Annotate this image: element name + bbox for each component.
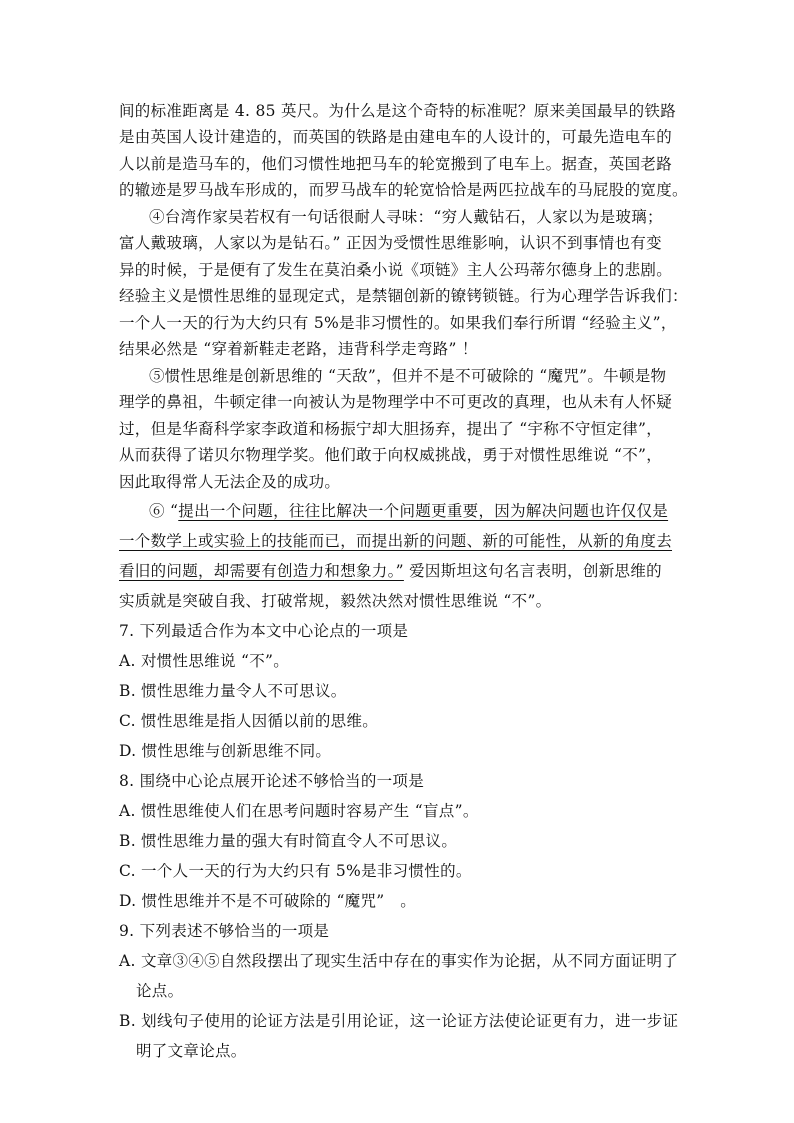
question-9-stem: 9. 下列表述不够恰当的一项是 [119,922,330,940]
passage-intro-line-2: 是由英国人设计建造的，而英国的铁路是由建电车的人设计的，可最先造电车的 [119,128,673,146]
question-8-option-a: A. 惯性思维使人们在思考问题时容易产生 “盲点”。 [119,802,479,820]
paragraph-6-line-4: 实质就是突破自我、打破常规，毅然决然对惯性思维说 “不”。 [119,592,552,610]
paragraph-4-line-2: 富人戴玻璃，人家以为是钻石。” 正因为受惯性思维影响，认识不到事情也有变 [119,234,662,252]
question-7-option-a: A. 对惯性思维说 “不”。 [119,652,290,670]
question-7-option-c: C. 惯性思维是指人因循以前的思维。 [119,712,379,730]
paragraph-5-line-1: ⑤惯性思维是创新思维的 “天敌”，但并不是不可破除的 “魔咒”。牛顿是物 [149,367,667,385]
question-7-stem: 7. 下列最适合作为本文中心论点的一项是 [119,622,409,640]
underlined-quote-part-3: 看旧的问题，却需要有创造力和想象力。” [119,562,404,580]
paragraph-6-line-3-rest: 爱因斯坦这句名言表明，创新思维的 [403,562,662,580]
question-9-option-b-line-2: 明了文章论点。 [136,1042,247,1060]
paragraph-6-line-3 [119,561,662,581]
question-8-option-c: C. 一个人一天的行为大约只有 5%是非习惯性的。 [119,862,472,880]
passage-intro-line-1: 间的标准距离是 4. 85 英尺。为什么是这个奇特的标准呢？原来美国最早的铁路 [119,102,676,120]
question-8-option-d: D. 惯性思维并不是不可破除的 “魔咒” 。 [119,892,417,910]
paragraph-5-line-4: 从而获得了诺贝尔物理学奖。他们敢于向权威挑战，勇于对惯性思维说 “不”， [119,446,663,464]
paragraph-4-line-1: ④台湾作家吴若权有一句话很耐人寻味：“穷人戴钻石，人家以为是玻璃； [149,208,663,226]
question-9-option-a-line-2: 论点。 [136,982,184,1000]
question-9-option-b-line-1: B. 划线句子使用的论证方法是引用论证，这一论证方法使论证更有力，进一步证 [119,1012,679,1030]
paragraph-4-line-6: 结果必然是 “穿着新鞋走老路，违背科学走弯路” ！ [119,340,478,358]
underlined-quote-part-2: 一个数学上或实验上的技能而已，而提出新的问题、新的可能性，从新的角度去 [119,532,673,550]
paragraph-5-line-5: 因此取得常人无法企及的成功。 [119,473,341,491]
paragraph-5-line-3: 过，但是华裔科学家李政道和杨振宁却大胆扬弃，提出了 “宇称不守恒定律”， [119,420,663,438]
passage-intro-line-3: 人以前是造马车的，他们习惯性地把马车的轮宽搬到了电车上。据查，英国老路 [119,155,673,173]
question-7-option-d: D. 惯性思维与创新思维不同。 [119,742,332,760]
paragraph-6-prefix: ⑥ “ [149,502,179,520]
question-8-stem: 8. 围绕中心论点展开论述不够恰当的一项是 [119,772,425,790]
paragraph-6-line-1 [149,501,668,521]
paragraph-4-line-3: 异的时候，于是便有了发生在莫泊桑小说《项链》主人公玛蒂尔德身上的悲剧。 [119,261,673,279]
question-8-option-b: B. 惯性思维力量的强大有时简直令人不可思议。 [119,832,458,850]
paragraph-4-line-4: 经验主义是惯性思维的显现定式，是禁锢创新的镣铐锁链。行为心理学告诉我们： [119,287,688,305]
paragraph-6-line-2 [119,531,672,551]
passage-intro-line-4: 的辙迹是罗马战车形成的，而罗马战车的轮宽恰恰是两匹拉战车的马屁股的宽度。 [119,181,688,199]
question-9-option-a-line-1: A. 文章③④⑤自然段摆出了现实生活中存在的事实作为论据，从不同方面证明了 [119,952,679,970]
underlined-quote-part-1: 提出一个问题，往往比解决一个问题更重要，因为解决问题也许仅仅是 [178,502,669,520]
paragraph-4-line-5: 一个人一天的行为大约只有 5%是非习惯性的。如果我们奉行所谓 “经验主义”， [119,314,677,332]
question-7-option-b: B. 惯性思维力量令人不可思议。 [119,682,347,700]
paragraph-5-line-2: 理学的鼻祖，牛顿定律一向被认为是物理学中不可更改的真理，也从未有人怀疑 [119,393,673,411]
